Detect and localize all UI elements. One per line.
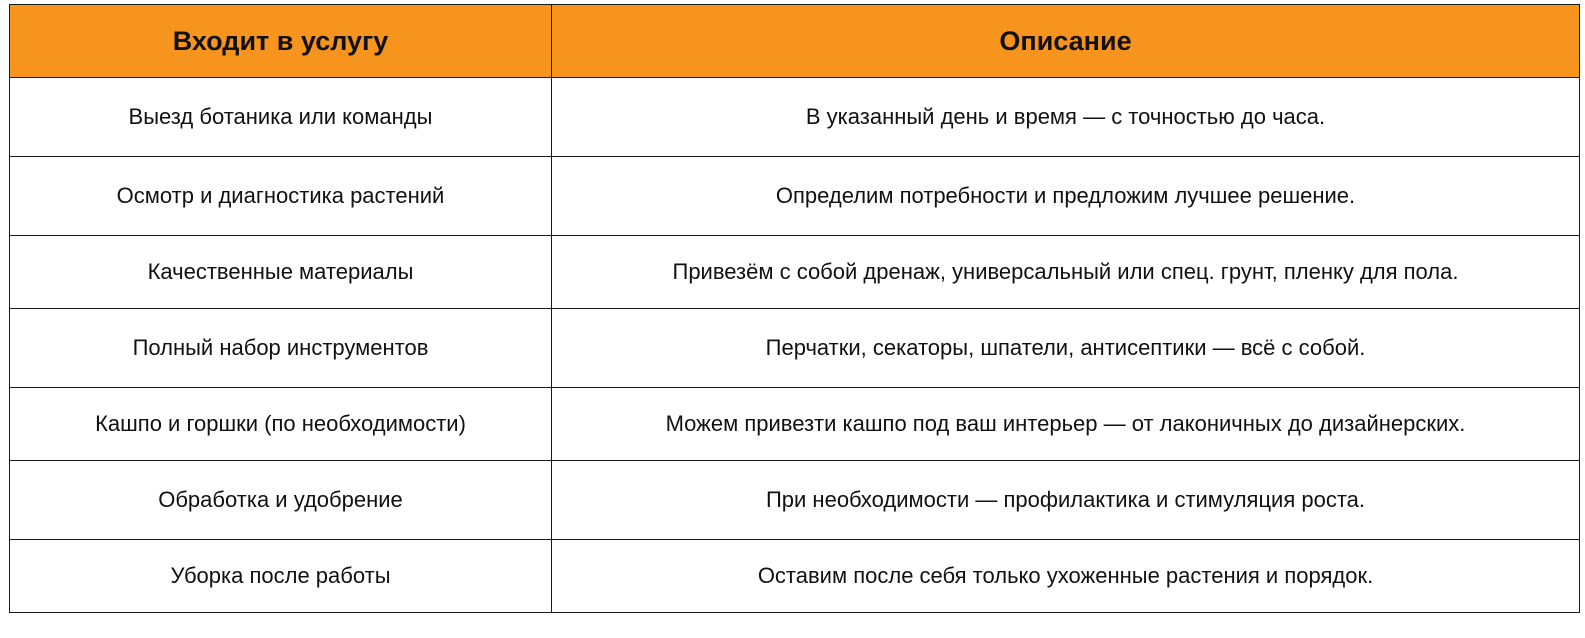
table-row — [10, 157, 1580, 236]
cell-included: Полный набор инструментов — [10, 309, 552, 388]
header-included: Входит в услугу — [10, 5, 552, 78]
cell-description: Определим потребности и предложим лучшее решение. — [552, 157, 1580, 236]
cell-description: Оставим после себя только ухоженные растения и порядок. — [552, 540, 1580, 613]
table-row — [10, 540, 1580, 613]
table-row — [10, 388, 1580, 461]
cell-included: Выезд ботаника или команды — [10, 78, 552, 157]
cell-description: Можем привезти кашпо под ваш интерьер — от лаконичных до дизайнерских. — [552, 388, 1580, 461]
cell-included: Уборка после работы — [10, 540, 552, 613]
cell-description: Привезём с собой дренаж, универсальный или спец. грунт, пленку для пола. — [552, 236, 1580, 309]
cell-description: В указанный день и время — с точностью до часа. — [552, 78, 1580, 157]
cell-description: Перчатки, секаторы, шпатели, антисептики — всё с собой. — [552, 309, 1580, 388]
cell-included: Осмотр и диагностика растений — [10, 157, 552, 236]
table-row — [10, 309, 1580, 388]
table-body — [10, 78, 1580, 613]
table-header — [10, 5, 1580, 78]
cell-included: Качественные материалы — [10, 236, 552, 309]
cell-included: Обработка и удобрение — [10, 461, 552, 540]
table-row — [10, 78, 1580, 157]
cell-description: При необходимости — профилактика и стимуляция роста. — [552, 461, 1580, 540]
services-table — [9, 4, 1580, 613]
header-row — [10, 5, 1580, 78]
header-description: Описание — [552, 5, 1580, 78]
table-row — [10, 236, 1580, 309]
table-row — [10, 461, 1580, 540]
cell-included: Кашпо и горшки (по необходимости) — [10, 388, 552, 461]
